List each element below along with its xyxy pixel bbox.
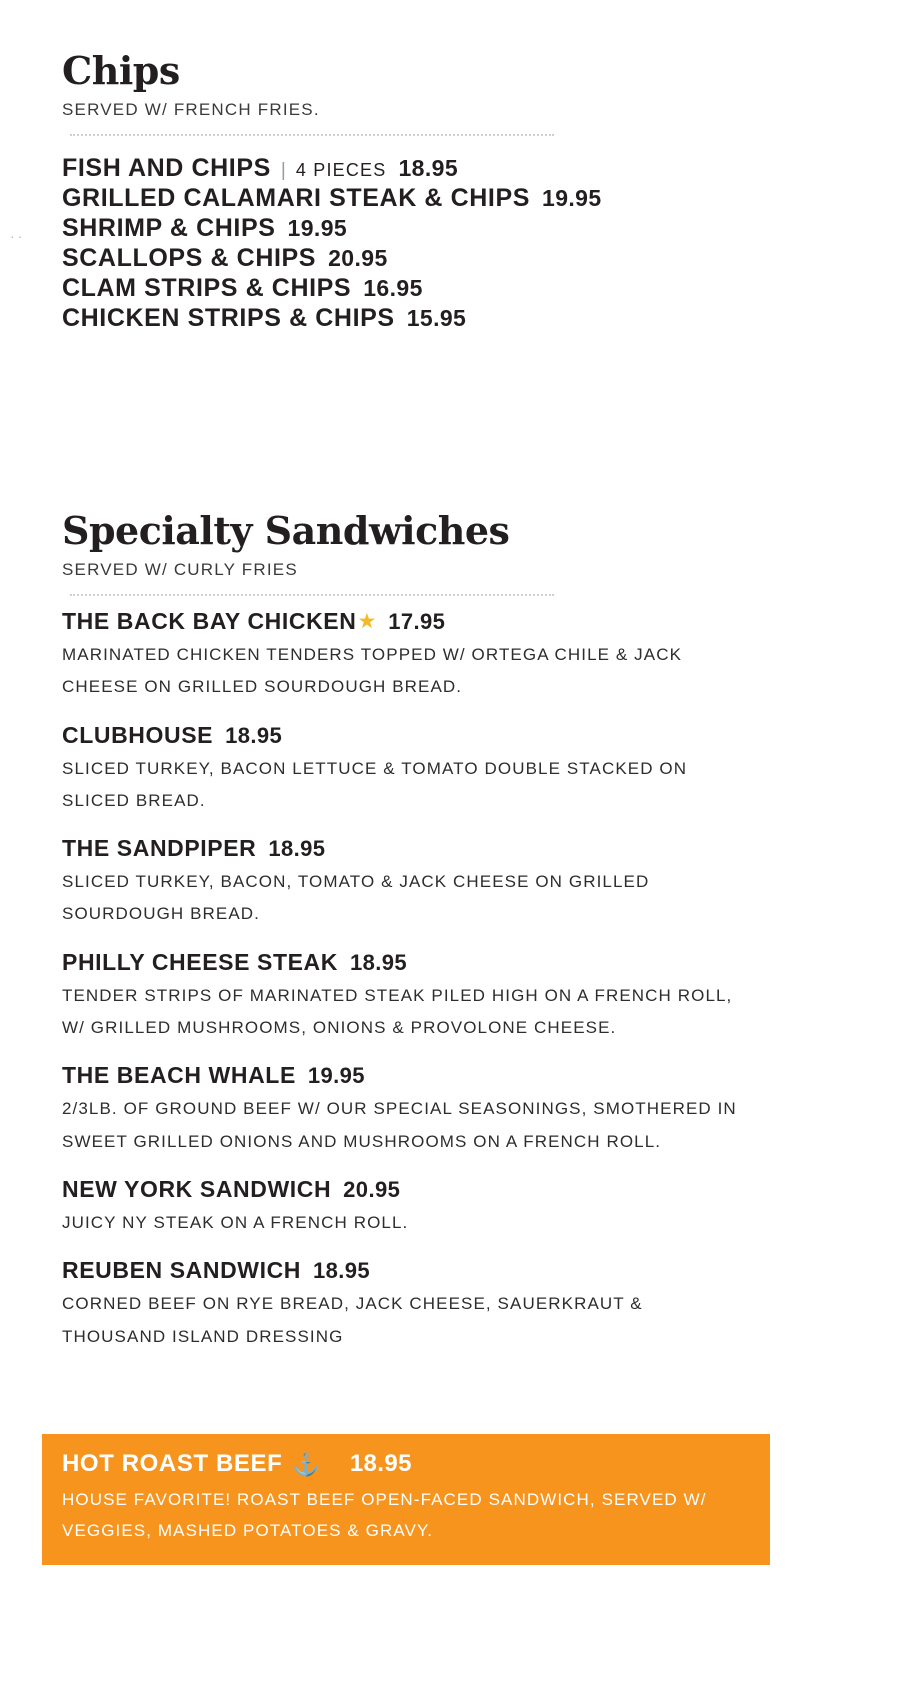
featured-item-name: HOT ROAST BEEF [62, 1450, 283, 1477]
divider-dotted [70, 134, 554, 138]
menu-item-name: REUBEN SANDWICH [62, 1257, 301, 1284]
page-edge-marker: ·· [10, 228, 26, 244]
menu-item-name: THE BACK BAY CHICKEN [62, 608, 357, 634]
menu-item [62, 214, 772, 243]
menu-item-name: CHICKEN STRIPS & CHIPS [62, 304, 395, 332]
featured-item-price: 18.95 [349, 1450, 412, 1477]
menu-item [62, 949, 772, 1045]
menu-item-name: THE SANDPIPER [62, 835, 257, 862]
menu-item-price: 18.95 [225, 722, 283, 748]
menu-item-price: 16.95 [363, 275, 423, 301]
menu-item-price: 18.95 [349, 949, 408, 975]
featured-item-description: HOUSE FAVORITE! ROAST BEEF OPEN-FACED SANDWICH, SERVED W/ VEGGIES, MASHED POTATOES & GRAVY. [62, 1490, 707, 1541]
section-specialty-sandwiches [62, 508, 772, 1371]
menu-item-description: TENDER STRIPS OF MARINATED STEAK PILED HIGH ON A FRENCH ROLL, W/ GRILLED MUSHROOMS, ONIONS & PROVOLONE CHEESE. [62, 985, 733, 1038]
menu-item-price: 19.95 [307, 1063, 365, 1089]
menu-item-price: 18.95 [268, 836, 326, 862]
menu-item-list-chips [62, 154, 772, 333]
menu-item [62, 244, 772, 273]
section-title-specialty-sandwiches: Specialty Sandwiches [62, 508, 510, 553]
menu-item-name: PHILLY CHEESE STEAK [62, 948, 338, 975]
star-icon: ★ [357, 610, 377, 633]
menu-item [62, 722, 772, 818]
section-chips [62, 48, 772, 334]
divider-dotted [70, 594, 554, 598]
menu-item-description: MARINATED CHICKEN TENDERS TOPPED W/ ORTEGA CHILE & JACK CHEESE ON GRILLED SOURDOUGH BREAD. [62, 645, 683, 697]
menu-item [62, 184, 772, 213]
menu-item-name: NEW YORK SANDWICH [62, 1175, 332, 1202]
menu-item-description: 2/3LB. OF GROUND BEEF W/ OUR SPECIAL SEASONINGS, SMOTHERED IN SWEET GRILLED ONIONS AND MUSHROOMS ON A FRENCH ROLL. [62, 1099, 737, 1151]
menu-item-description: JUICY NY STEAK ON A FRENCH ROLL. [62, 1212, 409, 1232]
menu-item [62, 1257, 772, 1353]
anchor-icon: ⚓ [292, 1452, 320, 1477]
menu-item-price: 20.95 [343, 1176, 401, 1202]
menu-item-price: 19.95 [287, 215, 348, 241]
menu-item [62, 1176, 772, 1239]
menu-item-price: 18.95 [398, 155, 459, 181]
menu-item [62, 154, 772, 183]
menu-item [62, 1062, 772, 1158]
featured-menu-item [42, 1434, 770, 1565]
menu-item [62, 274, 772, 303]
menu-item [62, 608, 772, 704]
menu-item-name: GRILLED CALAMARI STEAK & CHIPS [62, 184, 530, 212]
section-title-chips: Chips [62, 48, 180, 93]
menu-item-description: CORNED BEEF ON RYE BREAD, JACK CHEESE, SAUERKRAUT & THOUSAND ISLAND DRESSING [62, 1294, 643, 1346]
menu-item-quantity: 4 PIECES [295, 160, 387, 180]
section-subtitle-specialty-sandwiches: SERVED W/ CURLY FRIES [62, 560, 298, 579]
menu-item-list-specialty-sandwiches [62, 608, 772, 1353]
menu-item-name: CLAM STRIPS & CHIPS [62, 274, 352, 302]
menu-item-name: THE BEACH WHALE [62, 1062, 296, 1089]
menu-item-name: CLUBHOUSE [62, 721, 214, 748]
menu-item-separator: | [280, 160, 286, 181]
menu-item-price: 17.95 [388, 609, 446, 634]
menu-item-price: 19.95 [542, 185, 602, 211]
menu-item-price: 20.95 [328, 245, 388, 271]
menu-item-description: SLICED TURKEY, BACON LETTUCE & TOMATO DOUBLE STACKED ON SLICED BREAD. [62, 758, 688, 810]
menu-item [62, 835, 772, 931]
menu-item-name: SHRIMP & CHIPS [62, 214, 276, 242]
menu-item [62, 304, 772, 333]
menu-item-price: 15.95 [406, 305, 467, 331]
menu-item-name: FISH AND CHIPS [62, 154, 271, 182]
menu-item-price: 18.95 [313, 1258, 371, 1284]
menu-item-description: SLICED TURKEY, BACON, TOMATO & JACK CHEESE ON GRILLED SOURDOUGH BREAD. [62, 872, 650, 924]
section-subtitle-chips: SERVED W/ FRENCH FRIES. [62, 100, 320, 119]
menu-item-name: SCALLOPS & CHIPS [62, 244, 317, 272]
